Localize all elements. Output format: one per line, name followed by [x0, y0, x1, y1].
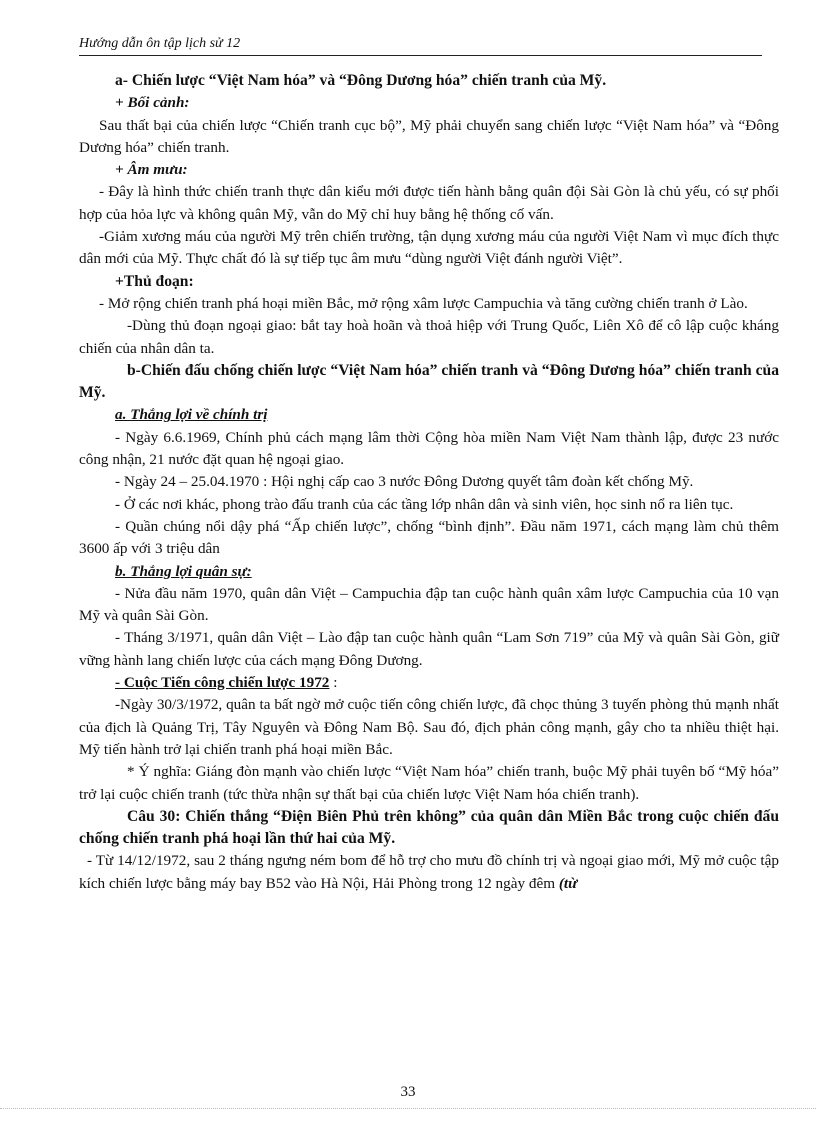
paragraph-quan-su-2: - Tháng 3/1971, quân dân Việt – Lào đập tan cuộc hành quân “Lam Sơn 719” của Mỹ và quân Sài Gòn, giữ vững hành lang chiến lược của cách mạng Đông Dương. [79, 629, 779, 669]
paragraph-cau-30-1: - Từ 14/12/1972, sau 2 tháng ngưng ném bom để hỗ trợ cho mưu đồ chính trị và ngoại giao mới, Mỹ mở cuộc tập kích chiến lược bằng máy bay B52 vào Hà Nội, Hải Phòng trong 12 ngày đêm [79, 852, 779, 892]
paragraph-am-muu-1: - Đây là hình thức chiến tranh thực dân kiểu mới được tiến hành bằng quân đội Sài Gòn là chủ yếu, có sự phối hợp của hỏa lực và không quân Mỹ, vẫn do Mỹ chỉ huy bằng hệ thống cố vấn. [79, 183, 779, 223]
paragraph-chinh-tri-4: - Quần chúng nổi dậy phá “Ấp chiến lược”, chống “bình định”. Đầu năm 1971, cách mạng làm chủ thêm 3600 ấp với 3 triệu dân [79, 517, 779, 558]
paragraph-am-muu-2: -Giảm xương máu của người Mỹ trên chiến trường, tận dụng xương máu của người Việt Nam vì mục đích thực dân mới của Mỹ. Thực chất đó là sự tiếp tục âm mưu “dùng người Việt đánh người Việt”. [79, 228, 779, 268]
paragraph-cau-30-wrapper [79, 850, 779, 895]
paragraph-boi-canh: Sau thất bại của chiến lược “Chiến tranh cục bộ”, Mỹ phải chuyển sang chiến lược “Việt Nam hóa” và “Đông Dương hóa” chiến tranh. [79, 116, 779, 156]
heading-cau-30: Câu 30: Chiến thắng “Điện Biên Phủ trên không” của quân dân Miền Bắc trong cuộc chiến đấu chống chiến tranh phá hoại lần thứ hai của Mỹ. [79, 807, 779, 848]
paragraph-chinh-tri-1: - Ngày 6.6.1969, Chính phủ cách mạng lâm thời Cộng hòa miền Nam Việt Nam thành lập, được 23 nước công nhận, 21 nước đặt quan hệ ngoại giao. [79, 428, 779, 469]
running-header: Hướng dẫn ôn tập lịch sử 12 [79, 36, 241, 51]
label-thang-loi-chinh-tri: a. Thắng lợi về chính trị [115, 406, 268, 424]
paragraph-tien-cong: -Ngày 30/3/1972, quân ta bất ngờ mở cuộc tiến công chiến lược, đã chọc thủng 3 tuyến phòng thủ mạnh nhất của địch là Quảng Trị, Tây Nguyên và Đông Nam Bộ. Sau đó, địch phản công mạnh, gây cho ta nhiều thiệt hại. Mỹ tiến hành trở lại chiến tranh phá hoại miền Bắc. [79, 696, 779, 758]
paragraph-chinh-tri-3: - Ở các nơi khác, phong trào đấu tranh của các tầng lớp nhân dân và sinh viên, học sinh nổ ra liên tục. [115, 495, 734, 513]
paragraph-chinh-tri-2: - Ngày 24 – 25.04.1970 : Hội nghị cấp cao 3 nước Đông Dương quyết tâm đoàn kết chống Mỹ. [115, 473, 694, 491]
paragraph-thu-doan-1: - Mở rộng chiến tranh phá hoại miền Bắc, mở rộng xâm lược Campuchia và tăng cường chiến tranh ở Lào. [99, 294, 748, 312]
footer-divider [0, 1108, 816, 1109]
document-body [79, 70, 779, 895]
paragraph-y-nghia: * Ý nghĩa: Giáng đòn mạnh vào chiến lược “Việt Nam hóa” chiến tranh, buộc Mỹ phải tuyên bố “Mỹ hóa” trở lại cuộc chiến tranh (tức thừa nhận sự thất bại của chiến lược Việt Nam hóa chiến tranh). [79, 763, 779, 803]
header-divider [79, 55, 762, 56]
label-tien-cong-colon: : [333, 674, 338, 692]
label-thu-doan: +Thủ đoạn: [115, 272, 194, 290]
page-number: 33 [400, 1084, 416, 1100]
paragraph-quan-su-1: - Nửa đầu năm 1970, quân dân Việt – Campuchia đập tan cuộc hành quân xâm lược Campuchia của 10 vạn Mỹ và quân Sài Gòn. [79, 584, 779, 625]
label-tien-cong: - Cuộc Tiến công chiến lược 1972 [115, 674, 330, 692]
heading-section-b: b-Chiến đấu chống chiến lược “Việt Nam hóa” chiến tranh và “Đông Dương hóa” chiến tranh của Mỹ. [79, 361, 779, 402]
label-thang-loi-quan-su: b. Thắng lợi quân sự: [115, 562, 252, 580]
label-boi-canh: + Bối cảnh: [115, 94, 190, 112]
paragraph-thu-doan-2: -Dùng thủ đoạn ngoại giao: bắt tay hoà hoãn và thoả hiệp với Trung Quốc, Liên Xô để cô lập cuộc kháng chiến của nhân dân ta. [79, 317, 779, 357]
heading-section-a: a- Chiến lược “Việt Nam hóa” và “Đông Dương hóa” chiến tranh của Mỹ. [115, 72, 607, 89]
paragraph-cau-30-tail: (từ [558, 874, 578, 892]
label-tien-cong-wrapper [79, 672, 779, 694]
label-am-muu: + Âm mưu: [115, 161, 188, 179]
